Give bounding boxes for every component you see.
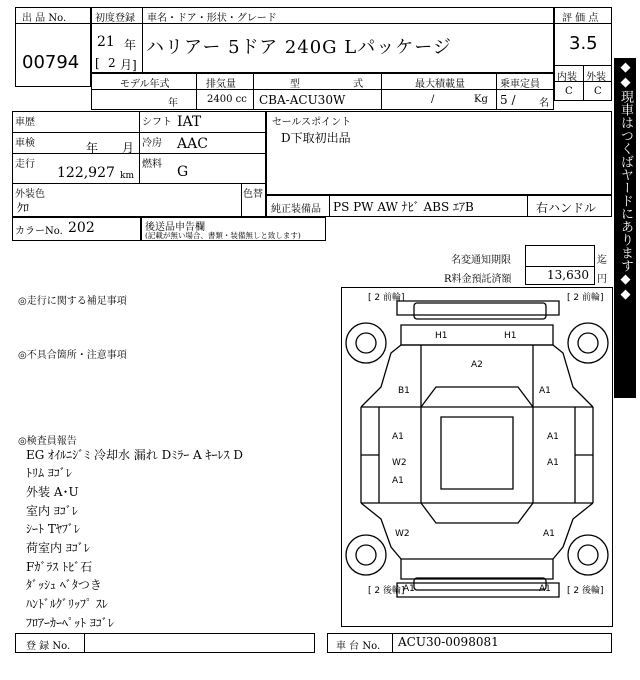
car-outline [341, 287, 613, 627]
equipment-label: 純正装備品 [271, 204, 321, 215]
car-name: ハリアー 5ドア 240G Lパッケージ [146, 37, 452, 58]
color-change-label: 色替 [243, 189, 263, 200]
type-label: 型 式 [290, 79, 389, 90]
first-reg-year: 21 [97, 34, 115, 50]
wheel-label-br: [ 2 後輪] [567, 586, 604, 596]
damage-a1-right-door: A1 [547, 432, 559, 442]
chassis-label: 車 台 No. [336, 641, 381, 652]
tax-box [525, 245, 595, 267]
color-no-value: 202 [68, 220, 95, 236]
score-value: 3.5 [569, 33, 598, 54]
capacity-unit: 名 [539, 98, 549, 109]
note-line: ｼｰﾄ Tﾔﾌﾞﾚ [26, 522, 80, 536]
damage-h1-right: H1 [504, 331, 517, 341]
interior-score: C [565, 86, 573, 97]
color-no-label: カラーNo. [15, 226, 63, 237]
type-value: CBA-ACU30W [259, 93, 346, 107]
wheel-label-tl: [ 2 前輪] [368, 293, 405, 303]
first-reg-month: 2 [108, 56, 116, 70]
damage-a1-bumper-left: A1 [403, 584, 415, 594]
color-value: ｸﾛ [17, 201, 30, 215]
damage-a1-right-rear: A1 [543, 529, 555, 539]
first-reg-label: 初度登録 [95, 13, 135, 24]
chassis-number: ACU30-0098081 [398, 635, 499, 649]
max-load-label: 最大積載量 [415, 79, 465, 90]
exterior-label: 外装 [586, 72, 606, 83]
note-line: ﾀﾞｯｼｭ ﾍﾞﾀつき [26, 578, 102, 592]
registration-label: 登 録 No. [26, 641, 71, 652]
sales-point-label: セールスポイント [272, 117, 352, 128]
score-label: 評 価 点 [562, 13, 599, 24]
tax-label: 名変通知期限 [451, 255, 511, 266]
exterior-score: C [594, 86, 602, 97]
wheel-label-bl: [ 2 後輪] [368, 586, 405, 596]
side-banner-text: ◆◆現車はつくばヤードにあります◆◆ [618, 60, 633, 302]
inspection-year: 年 [86, 141, 99, 155]
note-line: ﾌﾛｱｰｶｰﾍﾟｯﾄ ﾖｺﾞﾚ [26, 616, 114, 630]
damage-a1-bumper-right: A1 [539, 584, 551, 594]
docs-label: 後送品申告欄 [145, 222, 205, 233]
damage-b1-front-left: B1 [398, 386, 410, 396]
displacement-label: 排気量 [206, 79, 236, 90]
history-label: 車歴 [15, 117, 35, 128]
tax-unit: 迄 [597, 255, 607, 266]
lot-label: 出 品 No. [22, 13, 67, 24]
driving-notes-label: ◎走行に関する補足事項 [18, 296, 127, 307]
mileage-label: 走行 [15, 159, 35, 170]
first-reg-month-close: 月] [120, 58, 137, 72]
damage-a1-front-right: A1 [539, 386, 551, 396]
capacity-label: 乗車定員 [500, 79, 540, 90]
capacity-value: 5 / [500, 93, 516, 107]
note-line: 荷室内 ﾖｺﾞﾚ [26, 541, 90, 555]
max-load-unit: Kg [474, 94, 488, 105]
inspector-label: ◎検査員報告 [18, 436, 77, 447]
damage-a1-left-rear-door: A1 [392, 476, 404, 486]
wheel-label-tr: [ 2 前輪] [567, 293, 604, 303]
shift-label: シフト [142, 117, 172, 128]
sales-point-value: D下取初出品 [281, 131, 351, 145]
note-line: Fｶﾞﾗｽ ﾄﾋﾞ石 [26, 560, 93, 574]
inspection-label: 車検 [15, 138, 35, 149]
steering-value: 右ハンドル [536, 201, 597, 215]
note-line: 室内 ﾖｺﾞﾚ [26, 504, 78, 518]
color-label: 外装色 [15, 189, 45, 200]
ac-label: 冷房 [142, 138, 162, 149]
mileage-unit: km [120, 171, 134, 181]
first-reg-month-open: [ [95, 56, 100, 70]
inspection-month: 月 [122, 141, 135, 155]
recycle-label: R料金預託済額 [444, 274, 512, 285]
note-line: ﾊﾝﾄﾞﾙｸﾞﾘｯﾌﾟ ｽﾚ [26, 597, 108, 611]
model-year-label: モデル年式 [120, 79, 170, 90]
damage-a1-right-rear-door: A1 [547, 458, 559, 468]
damage-a1-left-door: A1 [392, 432, 404, 442]
lot-number: 00794 [22, 52, 80, 73]
mileage-value: 122,927 [57, 165, 115, 181]
damage-a2-hood: A2 [471, 360, 483, 370]
damage-w2-left-rear: W2 [395, 529, 410, 539]
equipment-value: PS PW AW ﾅﾋﾞ ABS ｴｱB [333, 200, 474, 214]
defects-label: ◎不具合箇所・注意事項 [18, 350, 127, 361]
fuel-value: G [177, 164, 189, 180]
damage-w2-left: W2 [392, 458, 407, 468]
interior-label: 内装 [557, 72, 577, 83]
docs-note: (記載が無い場合、書類・装備無しと致します) [145, 231, 301, 240]
note-line: 外装 A･U [26, 485, 79, 499]
recycle-unit: 円 [597, 274, 607, 285]
max-load-value: / [431, 94, 435, 105]
fuel-label: 燃料 [142, 159, 162, 170]
model-desc-label: 車名・ドア・形状・グレード [147, 13, 277, 24]
shift-value: IAT [177, 114, 202, 130]
first-reg-year-unit: 年 [124, 38, 137, 52]
damage-h1-left: H1 [435, 331, 448, 341]
note-line: ﾄﾘﾑ ﾖｺﾞﾚ [26, 466, 72, 480]
ac-value: AAC [177, 136, 208, 152]
displacement-value: 2400 cc [207, 94, 247, 105]
note-line: EG ｵｲﾙﾆｼﾞﾐ 冷却水 漏れ Dﾐﾗｰ A ｷｰﾚｽ D [26, 448, 243, 462]
recycle-amount: 13,630 [547, 268, 589, 282]
model-year-unit: 年 [168, 98, 178, 109]
